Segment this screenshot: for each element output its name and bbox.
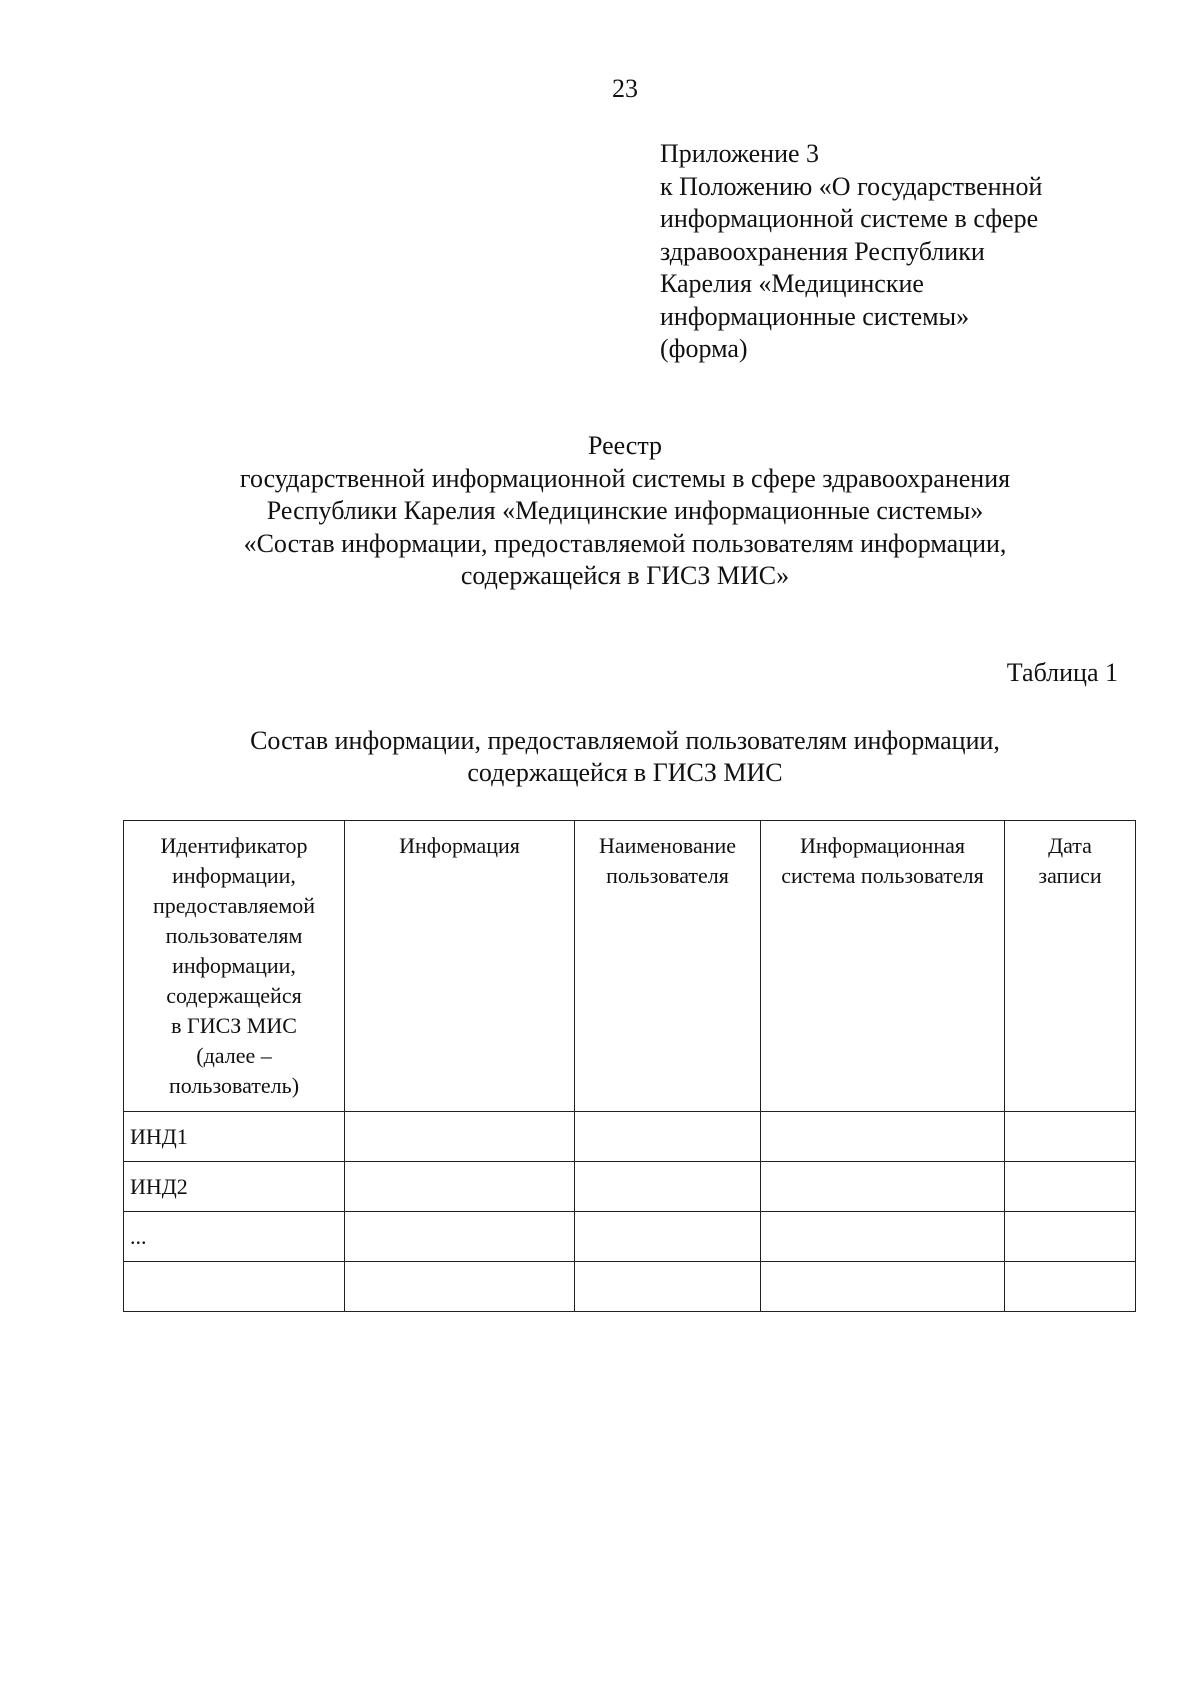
table-cell [345,1162,575,1212]
table-cell [575,1212,761,1262]
column-header-user-name [575,821,761,1112]
registry-title-line: содержащейся в ГИСЗ МИС» [460,561,790,590]
header-line: пользователям [165,923,303,948]
header-line: информации, [172,863,296,888]
header-line: предоставляемой [152,893,316,918]
header-line: информации, [172,953,296,978]
page-number: 23 [612,74,638,103]
table-row [124,1212,1136,1262]
table-cell [1005,1212,1136,1262]
table-cell [761,1262,1005,1312]
appendix-line: информационной системе в сфере [660,204,1039,233]
table-row [124,1262,1136,1312]
table-cell [1005,1262,1136,1312]
registry-title-line: «Состав информации, предоставляемой пользователям информации, [243,528,1007,558]
appendix-line: Приложение 3 [660,139,820,168]
table-caption-line: содержащейся в ГИСЗ МИС [467,758,783,787]
appendix-line: информационные системы» [660,301,970,331]
column-header-information [345,821,575,1112]
column-header-identifier [124,821,345,1112]
header-line: Наименование [598,833,737,858]
header-line: содержащейся [166,983,302,1008]
table-cell [575,1262,761,1312]
registry-title-line: Республики Карелия «Медицинские информационные системы» [266,496,984,525]
table-cell [1005,1112,1136,1162]
table-cell [1005,1162,1136,1212]
registry-title-line: Реестр [587,431,663,460]
register-table [123,820,1136,1312]
appendix-line: (форма) [660,334,748,363]
header-line: в ГИСЗ МИС [171,1013,297,1038]
table-row [124,1112,1136,1162]
appendix-line: Карелия «Медицинские [660,269,924,298]
table-caption-line: Состав информации, предоставляемой пользователям информации, [250,726,1000,755]
header-line: Идентификатор [160,833,308,858]
table-cell [345,1112,575,1162]
header-line: пользователя [606,863,729,888]
appendix-line: к Положению «О государственной [660,171,1043,201]
registry-title-line: государственной информационной системы в сфере здравоохранения [239,463,1011,493]
table-cell: ИНД1 [124,1112,345,1162]
header-line: (далее – [196,1043,272,1068]
header-line: пользователь) [168,1073,300,1098]
table-cell [761,1112,1005,1162]
header-line: Информационная [799,833,966,858]
column-header-record-date [1005,821,1136,1112]
table-label: Таблица 1 [1006,658,1118,687]
table-cell [761,1162,1005,1212]
header-line: Информация [399,833,520,858]
registry-title [0,430,1200,593]
header-line: Дата [1048,833,1092,858]
table-cell [761,1212,1005,1262]
table-row [124,1162,1136,1212]
appendix-block [660,138,1120,366]
column-header-user-system [761,821,1005,1112]
table-cell [345,1262,575,1312]
appendix-line: здравоохранения Республики [660,236,985,266]
header-line: записи [1038,863,1102,888]
header-line: система пользователя [781,863,984,888]
table-cell [575,1162,761,1212]
table-cell [345,1212,575,1262]
table-cell [124,1262,345,1312]
table-cell: ... [124,1212,345,1262]
table-header-row [124,821,1136,1112]
table-cell [575,1112,761,1162]
table-caption [0,725,1200,789]
table-cell: ИНД2 [124,1162,345,1212]
